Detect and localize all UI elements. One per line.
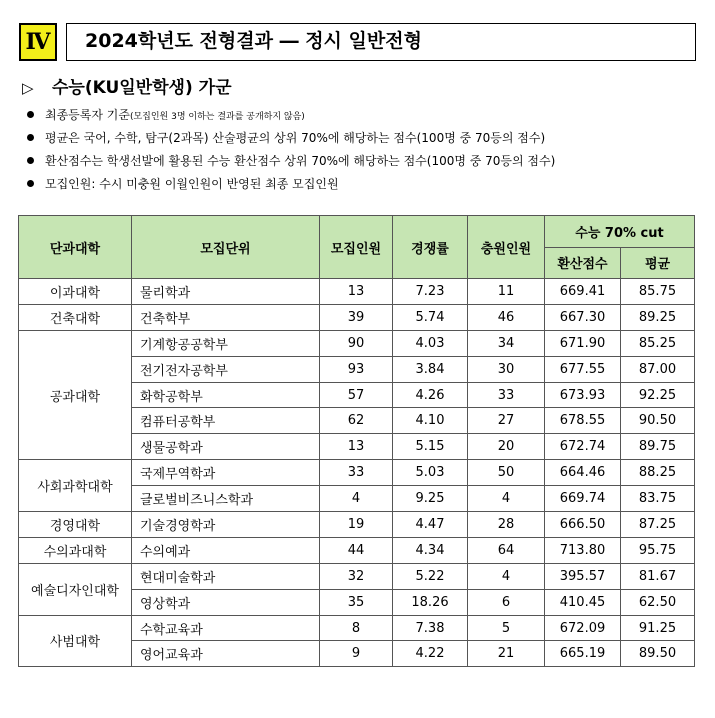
- waitlist-cell: 27: [468, 408, 545, 434]
- converted-cell: 410.45: [545, 589, 621, 615]
- average-cell: 62.50: [621, 589, 695, 615]
- college-cell: 경영대학: [19, 512, 132, 538]
- converted-cell: 395.57: [545, 563, 621, 589]
- competition-cell: 4.26: [393, 382, 468, 408]
- bullet-icon: [27, 157, 34, 164]
- table-body: [19, 279, 695, 667]
- quota-cell: 90: [320, 330, 393, 356]
- unit-cell: 물리학과: [132, 279, 320, 305]
- average-cell: 83.75: [621, 486, 695, 512]
- competition-cell: 5.74: [393, 304, 468, 330]
- results-table: [18, 215, 695, 667]
- table-row: [19, 537, 695, 563]
- average-cell: 91.25: [621, 615, 695, 641]
- competition-cell: 4.10: [393, 408, 468, 434]
- quota-cell: 13: [320, 279, 393, 305]
- section-numeral-badge: Ⅳ: [19, 23, 57, 61]
- quota-cell: 4: [320, 486, 393, 512]
- unit-cell: 화학공학부: [132, 382, 320, 408]
- average-cell: 85.75: [621, 279, 695, 305]
- quota-cell: 35: [320, 589, 393, 615]
- competition-cell: 5.03: [393, 460, 468, 486]
- converted-cell: 672.09: [545, 615, 621, 641]
- quota-cell: 57: [320, 382, 393, 408]
- average-cell: 92.25: [621, 382, 695, 408]
- waitlist-cell: 33: [468, 382, 545, 408]
- competition-cell: 4.47: [393, 512, 468, 538]
- quota-cell: 33: [320, 460, 393, 486]
- waitlist-cell: 21: [468, 641, 545, 667]
- table-row: [19, 304, 695, 330]
- note-item: 모집인원: 수시 미충원 이월인원이 반영된 최종 모집인원: [27, 177, 555, 200]
- converted-cell: 678.55: [545, 408, 621, 434]
- waitlist-cell: 64: [468, 537, 545, 563]
- competition-cell: 4.22: [393, 641, 468, 667]
- college-cell: 예술디자인대학: [19, 563, 132, 615]
- waitlist-cell: 34: [468, 330, 545, 356]
- converted-cell: 677.55: [545, 356, 621, 382]
- triangle-marker-icon: ▷: [22, 79, 34, 97]
- subheading: [22, 73, 232, 98]
- quota-cell: 9: [320, 641, 393, 667]
- notes-list: [27, 108, 555, 200]
- average-cell: 87.25: [621, 512, 695, 538]
- bullet-icon: [27, 111, 34, 118]
- unit-cell: 수학교육과: [132, 615, 320, 641]
- competition-cell: 7.23: [393, 279, 468, 305]
- note-item: 최종등록자 기준(모집인원 3명 이하는 결과를 공개하지 않음): [27, 108, 555, 131]
- average-cell: 81.67: [621, 563, 695, 589]
- unit-cell: 기계항공공학부: [132, 330, 320, 356]
- waitlist-cell: 4: [468, 563, 545, 589]
- table-row: [19, 460, 695, 486]
- converted-cell: 667.30: [545, 304, 621, 330]
- average-cell: 88.25: [621, 460, 695, 486]
- quota-cell: 62: [320, 408, 393, 434]
- average-cell: 90.50: [621, 408, 695, 434]
- unit-cell: 영어교육과: [132, 641, 320, 667]
- average-cell: 89.50: [621, 641, 695, 667]
- waitlist-cell: 11: [468, 279, 545, 305]
- converted-cell: 672.74: [545, 434, 621, 460]
- header-quota: 모집인원: [320, 216, 393, 279]
- header-college: 단과대학: [19, 216, 132, 279]
- unit-cell: 건축학부: [132, 304, 320, 330]
- header-cut-group: 수능 70% cut: [545, 216, 695, 248]
- average-cell: 95.75: [621, 537, 695, 563]
- note-item: 평균은 국어, 수학, 탐구(2과목) 산술평균의 상위 70%에 해당하는 점수(100명 중 70등의 점수): [27, 131, 555, 154]
- page-title: 2024학년도 전형결과 ― 정시 일반전형: [66, 23, 696, 61]
- quota-cell: 13: [320, 434, 393, 460]
- table-row: [19, 279, 695, 305]
- competition-cell: 5.15: [393, 434, 468, 460]
- table-row: [19, 512, 695, 538]
- unit-cell: 컴퓨터공학부: [132, 408, 320, 434]
- competition-cell: 4.03: [393, 330, 468, 356]
- waitlist-cell: 30: [468, 356, 545, 382]
- converted-cell: 669.41: [545, 279, 621, 305]
- note-item: 환산점수는 학생선발에 활용된 수능 환산점수 상위 70%에 해당하는 점수(100명 중 70등의 점수): [27, 154, 555, 177]
- header-waitlist: 충원인원: [468, 216, 545, 279]
- header-average: 평균: [621, 247, 695, 279]
- competition-cell: 9.25: [393, 486, 468, 512]
- table-row: [19, 330, 695, 356]
- quota-cell: 44: [320, 537, 393, 563]
- quota-cell: 39: [320, 304, 393, 330]
- quota-cell: 93: [320, 356, 393, 382]
- converted-cell: 669.74: [545, 486, 621, 512]
- quota-cell: 32: [320, 563, 393, 589]
- bullet-icon: [27, 180, 34, 187]
- competition-cell: 18.26: [393, 589, 468, 615]
- unit-cell: 국제무역학과: [132, 460, 320, 486]
- competition-cell: 7.38: [393, 615, 468, 641]
- competition-cell: 3.84: [393, 356, 468, 382]
- unit-cell: 영상학과: [132, 589, 320, 615]
- college-cell: 이과대학: [19, 279, 132, 305]
- average-cell: 89.25: [621, 304, 695, 330]
- converted-cell: 666.50: [545, 512, 621, 538]
- waitlist-cell: 46: [468, 304, 545, 330]
- unit-cell: 생물공학과: [132, 434, 320, 460]
- subheading-text: 수능(KU일반학생) 가군: [52, 78, 232, 98]
- waitlist-cell: 5: [468, 615, 545, 641]
- bullet-icon: [27, 134, 34, 141]
- converted-cell: 713.80: [545, 537, 621, 563]
- waitlist-cell: 20: [468, 434, 545, 460]
- average-cell: 85.25: [621, 330, 695, 356]
- unit-cell: 현대미술학과: [132, 563, 320, 589]
- header-unit: 모집단위: [132, 216, 320, 279]
- table-row: [19, 615, 695, 641]
- converted-cell: 673.93: [545, 382, 621, 408]
- quota-cell: 19: [320, 512, 393, 538]
- unit-cell: 수의예과: [132, 537, 320, 563]
- converted-cell: 664.46: [545, 460, 621, 486]
- average-cell: 87.00: [621, 356, 695, 382]
- college-cell: 사회과학대학: [19, 460, 132, 512]
- college-cell: 건축대학: [19, 304, 132, 330]
- college-cell: 공과대학: [19, 330, 132, 459]
- college-cell: 수의과대학: [19, 537, 132, 563]
- waitlist-cell: 4: [468, 486, 545, 512]
- unit-cell: 전기전자공학부: [132, 356, 320, 382]
- competition-cell: 5.22: [393, 563, 468, 589]
- competition-cell: 4.34: [393, 537, 468, 563]
- converted-cell: 671.90: [545, 330, 621, 356]
- table-row: [19, 563, 695, 589]
- unit-cell: 기술경영학과: [132, 512, 320, 538]
- waitlist-cell: 28: [468, 512, 545, 538]
- header-converted: 환산점수: [545, 247, 621, 279]
- converted-cell: 665.19: [545, 641, 621, 667]
- waitlist-cell: 50: [468, 460, 545, 486]
- waitlist-cell: 6: [468, 589, 545, 615]
- unit-cell: 글로벌비즈니스학과: [132, 486, 320, 512]
- section-header: [19, 23, 696, 61]
- quota-cell: 8: [320, 615, 393, 641]
- college-cell: 사범대학: [19, 615, 132, 667]
- average-cell: 89.75: [621, 434, 695, 460]
- header-competition: 경쟁률: [393, 216, 468, 279]
